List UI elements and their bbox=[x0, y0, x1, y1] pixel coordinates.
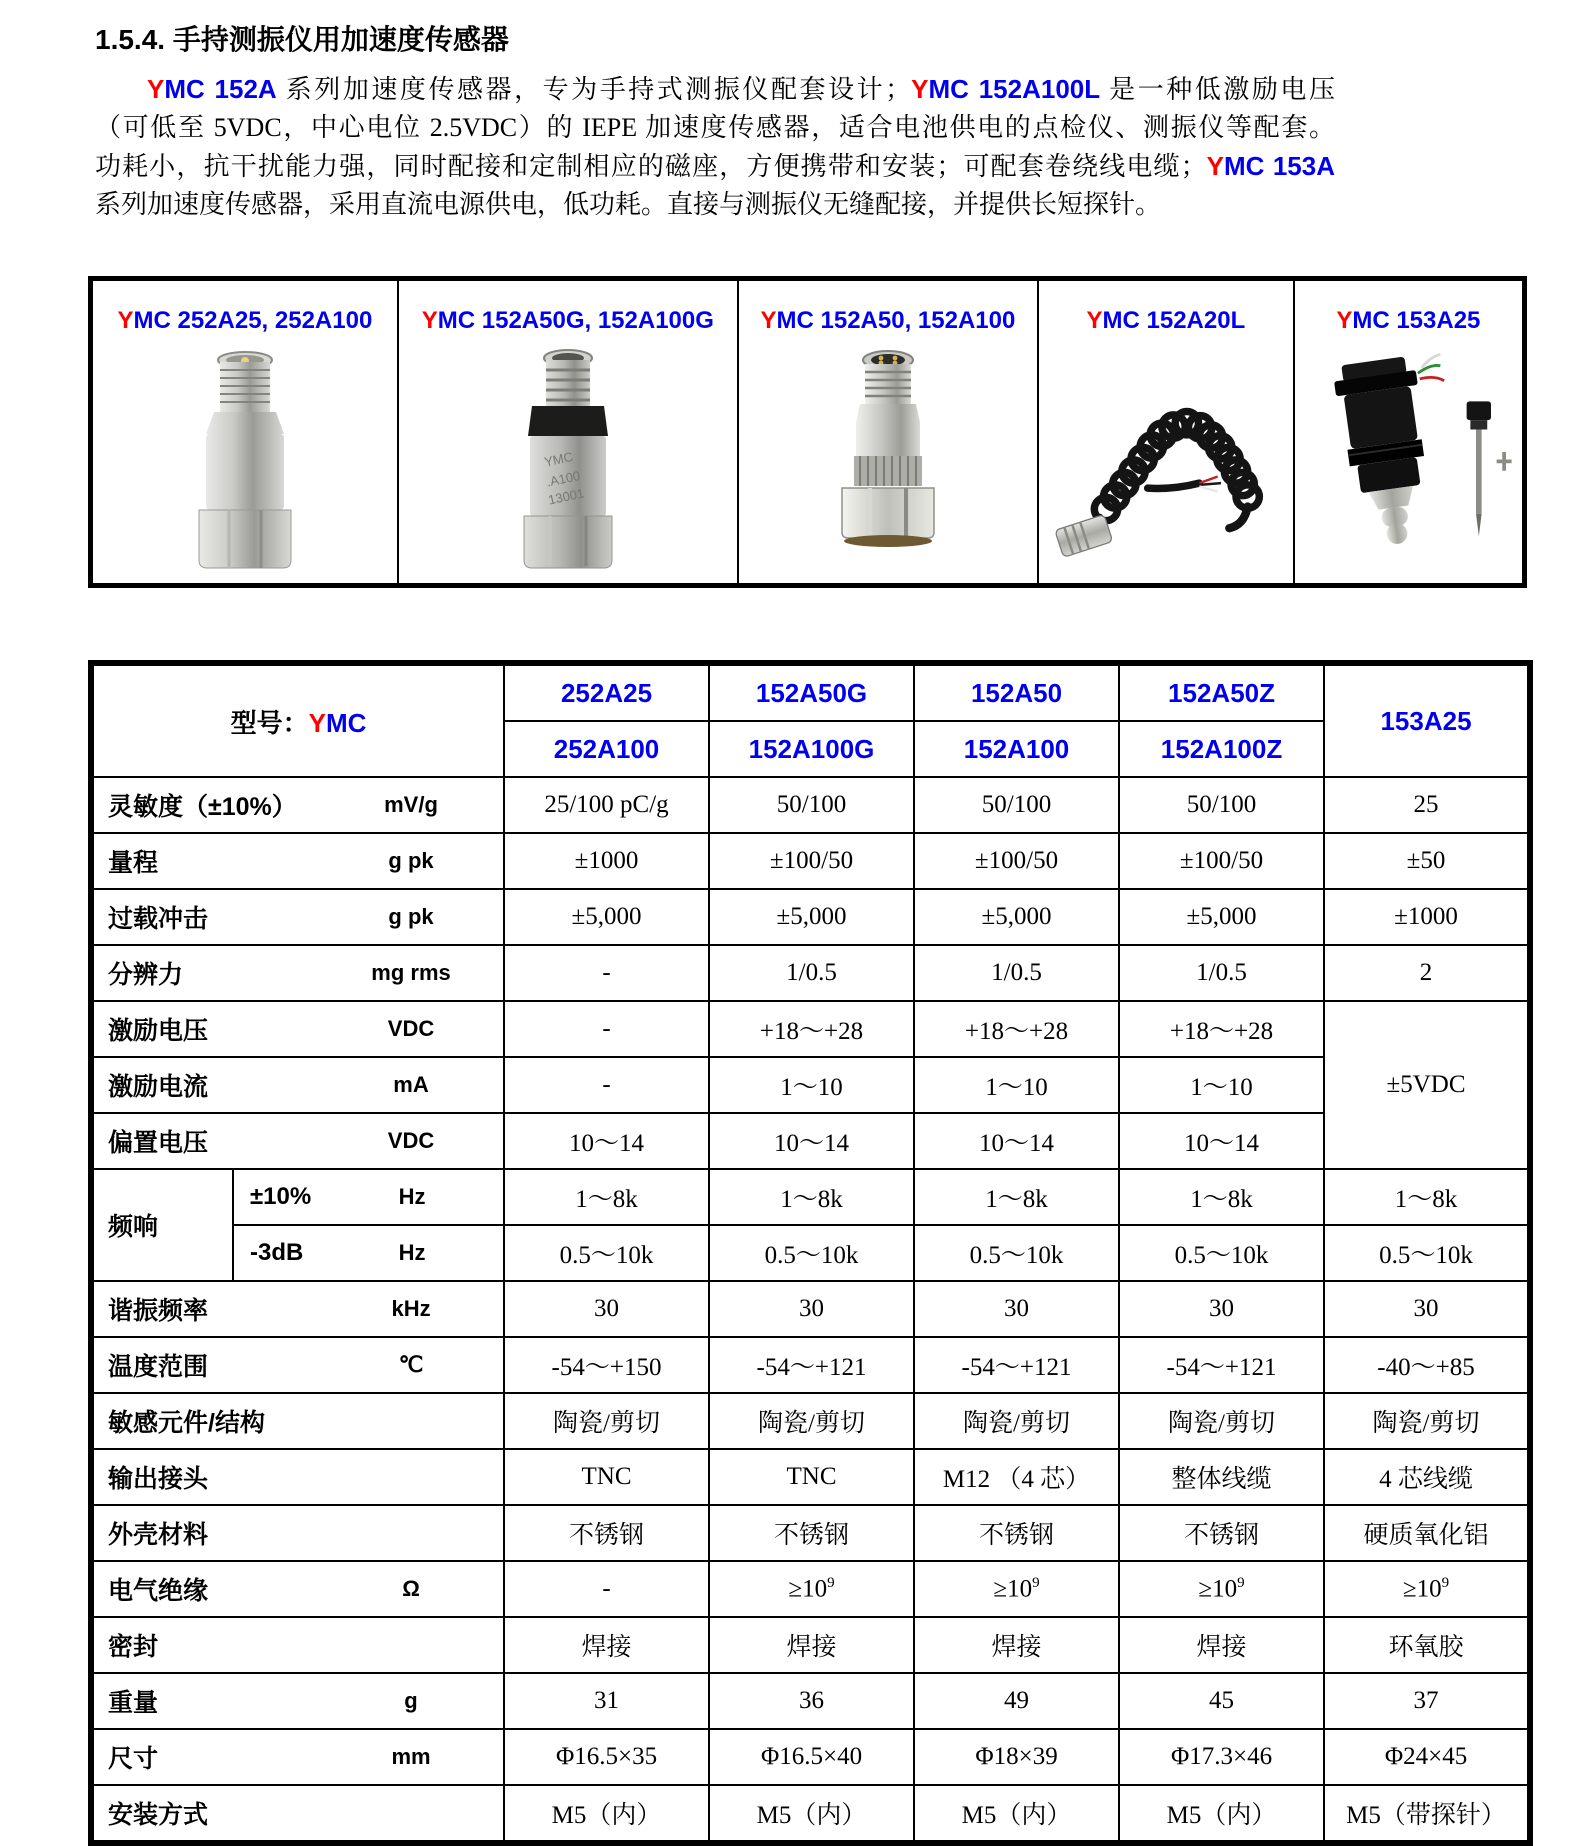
column-header-cell: 152A100 bbox=[914, 721, 1119, 777]
brand-text bbox=[309, 708, 367, 738]
row-label: 偏置电压 bbox=[108, 1129, 209, 1157]
row-unit: g bbox=[404, 1688, 418, 1713]
steel-sensor-tnc-image bbox=[93, 335, 397, 583]
spec-value-cell: 1～8k bbox=[1324, 1169, 1530, 1225]
product-cell bbox=[739, 281, 1039, 583]
spec-row bbox=[91, 945, 1530, 1001]
product-label bbox=[422, 307, 714, 335]
spec-value-cell: 30 bbox=[914, 1281, 1119, 1337]
row-sublabel-wrap bbox=[234, 1239, 503, 1267]
spec-value-cell: 不锈钢 bbox=[504, 1505, 709, 1561]
intro-line bbox=[95, 186, 1335, 224]
spec-value-cell: 30 bbox=[709, 1281, 914, 1337]
spec-value-cell: 陶瓷/剪切 bbox=[504, 1393, 709, 1449]
spec-value-cell: 4 芯线缆 bbox=[1324, 1449, 1530, 1505]
spec-row bbox=[91, 1617, 1530, 1673]
row-label-wrap bbox=[94, 899, 503, 935]
spec-value-cell: 陶瓷/剪切 bbox=[1324, 1393, 1530, 1449]
row-label-cell bbox=[91, 889, 504, 945]
brand-model-text: MC 152A20L bbox=[1102, 307, 1246, 334]
svg-text:.A100: .A100 bbox=[544, 467, 582, 490]
spec-value-cell: Φ18×39 bbox=[914, 1729, 1119, 1785]
row-unit: mg rms bbox=[371, 960, 451, 985]
spec-value-cell: ±5,000 bbox=[709, 889, 914, 945]
row-unit: mA bbox=[393, 1072, 429, 1097]
product-label bbox=[1086, 307, 1245, 335]
row-unit: kHz bbox=[391, 1296, 431, 1321]
intro-line bbox=[95, 70, 1335, 109]
row-label-wrap bbox=[94, 1123, 503, 1159]
spec-row bbox=[91, 889, 1530, 945]
spec-value-cell: $\ge 10^9$ bbox=[709, 1561, 914, 1617]
brand-model-text: MC 153A25 bbox=[1352, 307, 1481, 334]
spec-row bbox=[91, 1505, 1530, 1561]
spec-value-cell: 1/0.5 bbox=[709, 945, 914, 1001]
intro-text: 功耗小，抗干扰能力强，同时配接和定制相应的磁座，方便携带和安装；可配套卷绕线电缆； bbox=[95, 152, 1207, 181]
row-label: 谐振频率 bbox=[108, 1297, 209, 1325]
spec-row bbox=[91, 1225, 1530, 1281]
row-sublabel-wrap bbox=[234, 1183, 503, 1211]
row-group-cell: 频响 bbox=[91, 1169, 233, 1281]
column-header-cell: 252A25 bbox=[504, 663, 709, 721]
spec-value-cell: 37 bbox=[1324, 1673, 1530, 1729]
row-label: 重量 bbox=[108, 1689, 159, 1717]
product-cell bbox=[93, 281, 399, 583]
row-label-wrap bbox=[94, 843, 503, 879]
steel-sensor-pin-connector-image bbox=[739, 335, 1037, 583]
spec-value-cell: 1/0.5 bbox=[1119, 945, 1324, 1001]
spec-value-cell: ±5,000 bbox=[1119, 889, 1324, 945]
spec-value-cell: 10～14 bbox=[504, 1113, 709, 1169]
spec-value-cell: 1～10 bbox=[1119, 1057, 1324, 1113]
brand-letter-y: Y bbox=[147, 74, 165, 104]
spec-value-cell: 1～8k bbox=[914, 1169, 1119, 1225]
spec-value-cell: - bbox=[504, 1001, 709, 1057]
row-label: 密封 bbox=[108, 1633, 159, 1661]
spec-value-cell: 1～8k bbox=[1119, 1169, 1324, 1225]
spec-value-cell: 50/100 bbox=[709, 777, 914, 833]
spec-value-cell: 整体线缆 bbox=[1119, 1449, 1324, 1505]
svg-text:YMC: YMC bbox=[542, 448, 575, 470]
row-sublabel-cell bbox=[233, 1225, 504, 1281]
spec-row bbox=[91, 1337, 1530, 1393]
row-label-wrap bbox=[94, 1515, 503, 1551]
spec-value-cell: Φ16.5×40 bbox=[709, 1729, 914, 1785]
row-label: 激励电流 bbox=[108, 1073, 209, 1101]
row-label: 激励电压 bbox=[108, 1017, 209, 1045]
row-label: 过载冲击 bbox=[108, 905, 209, 933]
row-unit: VDC bbox=[387, 1128, 435, 1153]
brand-letter-y: Y bbox=[117, 307, 134, 334]
row-label-cell bbox=[91, 1337, 504, 1393]
product-cell bbox=[399, 281, 739, 583]
row-label: 温度范围 bbox=[108, 1353, 209, 1381]
row-label-wrap bbox=[94, 1571, 503, 1607]
row-label-cell bbox=[91, 1057, 504, 1113]
row-unit: g pk bbox=[388, 904, 434, 929]
row-sublabel-cell bbox=[233, 1169, 504, 1225]
spec-value-cell-merged: ±5VDC bbox=[1324, 1001, 1530, 1169]
spec-value-cell: ±5,000 bbox=[504, 889, 709, 945]
row-label: 尺寸 bbox=[108, 1745, 159, 1773]
row-label-cell bbox=[91, 1001, 504, 1057]
spec-row bbox=[91, 777, 1530, 833]
row-label-cell bbox=[91, 1561, 504, 1617]
product-label bbox=[117, 307, 372, 335]
spec-value-cell: 1～8k bbox=[504, 1169, 709, 1225]
spec-value-cell: 0.5～10k bbox=[504, 1225, 709, 1281]
row-label: 灵敏度（±10%） bbox=[108, 793, 297, 821]
row-label-wrap bbox=[94, 1067, 503, 1103]
spec-value-cell: +18～+28 bbox=[1119, 1001, 1324, 1057]
row-label-cell bbox=[91, 1617, 504, 1673]
spec-value-cell: 陶瓷/剪切 bbox=[1119, 1393, 1324, 1449]
spec-value-cell: TNC bbox=[504, 1449, 709, 1505]
spec-value-cell: 焊接 bbox=[504, 1617, 709, 1673]
spec-value-cell: M5（内） bbox=[504, 1785, 709, 1843]
row-label-cell bbox=[91, 945, 504, 1001]
spec-value-cell: 30 bbox=[1119, 1281, 1324, 1337]
spec-value-cell: 10～14 bbox=[1119, 1113, 1324, 1169]
spec-value-cell: M5（内） bbox=[1119, 1785, 1324, 1843]
column-header-cell: 152A50 bbox=[914, 663, 1119, 721]
spec-value-cell: 25 bbox=[1324, 777, 1530, 833]
spec-value-cell: M5（带探针） bbox=[1324, 1785, 1530, 1843]
spec-value-cell: ±100/50 bbox=[1119, 833, 1324, 889]
row-unit: mm bbox=[391, 1744, 431, 1769]
row-label-wrap bbox=[94, 1739, 503, 1775]
spec-value-cell: -54～+121 bbox=[709, 1337, 914, 1393]
spec-value-cell: - bbox=[504, 1057, 709, 1113]
spec-value-cell: ±100/50 bbox=[914, 833, 1119, 889]
spec-value-cell: 10～14 bbox=[914, 1113, 1119, 1169]
row-label-cell bbox=[91, 777, 504, 833]
brand-letter-y: Y bbox=[308, 707, 326, 738]
row-label-cell bbox=[91, 1673, 504, 1729]
row-label: 敏感元件/结构 bbox=[108, 1409, 265, 1437]
brand-model-text: MC 152A bbox=[164, 74, 277, 104]
row-label-wrap bbox=[94, 955, 503, 991]
brand-model-text: MC 153A bbox=[1224, 151, 1335, 181]
spec-value-cell: 49 bbox=[914, 1673, 1119, 1729]
spec-value-cell: -54～+150 bbox=[504, 1337, 709, 1393]
spec-value-cell: 30 bbox=[504, 1281, 709, 1337]
brand-letter-y: Y bbox=[911, 74, 929, 104]
brand-letter-y: Y bbox=[1336, 307, 1353, 334]
spec-value-cell: 陶瓷/剪切 bbox=[914, 1393, 1119, 1449]
spec-value-cell: 2 bbox=[1324, 945, 1530, 1001]
spec-value-cell: 50/100 bbox=[1119, 777, 1324, 833]
row-label-wrap bbox=[94, 1627, 503, 1663]
spec-header-row bbox=[91, 663, 1530, 721]
row-label-cell bbox=[91, 1449, 504, 1505]
spec-value-cell: 1～10 bbox=[914, 1057, 1119, 1113]
spec-value-cell: - bbox=[504, 1561, 709, 1617]
product-label bbox=[1336, 307, 1480, 335]
spec-value-cell: -54～+121 bbox=[914, 1337, 1119, 1393]
spec-value-cell: - bbox=[504, 945, 709, 1001]
spec-row bbox=[91, 1785, 1530, 1843]
spec-value-cell: 36 bbox=[709, 1673, 914, 1729]
column-header-cell: 152A50Z bbox=[1119, 663, 1324, 721]
brand-letter-y: Y bbox=[760, 307, 777, 334]
row-unit: VDC bbox=[387, 1016, 435, 1041]
model-header-cell bbox=[91, 663, 504, 777]
spec-value-cell: 不锈钢 bbox=[709, 1505, 914, 1561]
column-header-cell: 252A100 bbox=[504, 721, 709, 777]
column-header-cell: 152A100G bbox=[709, 721, 914, 777]
spec-value-cell: 1～10 bbox=[709, 1057, 914, 1113]
black-sensor-with-probe-image bbox=[1295, 335, 1522, 583]
spec-value-cell: 不锈钢 bbox=[1119, 1505, 1324, 1561]
row-label-wrap bbox=[94, 787, 503, 823]
row-label-cell bbox=[91, 833, 504, 889]
row-label-wrap bbox=[94, 1347, 503, 1383]
spec-value-cell: 0.5～10k bbox=[1119, 1225, 1324, 1281]
spec-row bbox=[91, 1057, 1530, 1113]
spec-value-cell: ±1000 bbox=[504, 833, 709, 889]
spec-value-cell: -54～+121 bbox=[1119, 1337, 1324, 1393]
spec-value-cell: 陶瓷/剪切 bbox=[709, 1393, 914, 1449]
row-label-cell bbox=[91, 1281, 504, 1337]
spec-value-cell: 硬质氧化铝 bbox=[1324, 1505, 1530, 1561]
spec-value-cell: 焊接 bbox=[709, 1617, 914, 1673]
row-unit: Hz bbox=[398, 1184, 426, 1209]
spec-value-cell: M5（内） bbox=[914, 1785, 1119, 1843]
column-header-cell: 153A25 bbox=[1324, 663, 1530, 777]
row-label-cell bbox=[91, 1113, 504, 1169]
row-unit: ℃ bbox=[398, 1352, 424, 1377]
row-label-cell bbox=[91, 1393, 504, 1449]
row-label-wrap bbox=[94, 1291, 503, 1327]
brand-model-text: MC 152A100L bbox=[928, 74, 1101, 104]
spec-value-cell: -40～+85 bbox=[1324, 1337, 1530, 1393]
intro-line bbox=[95, 109, 1335, 147]
spec-value-cell: 31 bbox=[504, 1673, 709, 1729]
row-label: 电气绝缘 bbox=[108, 1577, 209, 1605]
spec-value-cell: TNC bbox=[709, 1449, 914, 1505]
row-label-wrap bbox=[94, 1459, 503, 1495]
spec-row bbox=[91, 1449, 1530, 1505]
spec-row bbox=[91, 1281, 1530, 1337]
brand-model-text: MC bbox=[325, 707, 367, 738]
row-label: 安装方式 bbox=[108, 1801, 209, 1829]
spec-value-cell: ±5,000 bbox=[914, 889, 1119, 945]
spec-value-cell: ±1000 bbox=[1324, 889, 1530, 945]
row-label-cell bbox=[91, 1785, 504, 1843]
row-label: 外壳材料 bbox=[108, 1521, 209, 1549]
intro-line bbox=[95, 147, 1335, 186]
row-label-wrap bbox=[94, 1403, 503, 1439]
spec-row bbox=[91, 1729, 1530, 1785]
brand-text bbox=[911, 74, 1100, 104]
product-cell bbox=[1295, 281, 1522, 583]
row-unit: mV/g bbox=[384, 792, 438, 817]
product-cell bbox=[1039, 281, 1295, 583]
column-header-cell: 152A100Z bbox=[1119, 721, 1324, 777]
spec-value-cell: Φ16.5×35 bbox=[504, 1729, 709, 1785]
spec-value-cell: 10～14 bbox=[709, 1113, 914, 1169]
spec-value-cell: 环氧胶 bbox=[1324, 1617, 1530, 1673]
spec-row bbox=[91, 1561, 1530, 1617]
spec-row bbox=[91, 1393, 1530, 1449]
intro-text: （可低至 5VDC，中心电位 2.5VDC）的 IEPE 加速度传感器，适合电池供电的点检仪、测振仪等配套。 bbox=[95, 113, 1335, 142]
intro-paragraph bbox=[95, 70, 1335, 224]
spec-row bbox=[91, 1673, 1530, 1729]
spec-value-cell: 0.5～10k bbox=[1324, 1225, 1530, 1281]
spec-value-cell: 30 bbox=[1324, 1281, 1530, 1337]
row-unit: Hz bbox=[398, 1240, 426, 1265]
spec-value-cell: M12 （4 芯） bbox=[914, 1449, 1119, 1505]
brand-text bbox=[147, 74, 277, 104]
spec-value-cell: Φ17.3×46 bbox=[1119, 1729, 1324, 1785]
spec-value-cell: 45 bbox=[1119, 1673, 1324, 1729]
spec-value-cell: $\ge 10^9$ bbox=[914, 1561, 1119, 1617]
spec-value-cell: $\ge 10^9$ bbox=[1119, 1561, 1324, 1617]
column-header-cell: 152A50G bbox=[709, 663, 914, 721]
intro-text: 是一种低激励电压 bbox=[1100, 75, 1335, 104]
spec-value-cell: 50/100 bbox=[914, 777, 1119, 833]
spec-row bbox=[91, 1001, 1530, 1057]
row-label: 分辨力 bbox=[108, 961, 184, 989]
row-sublabel: -3dB bbox=[250, 1239, 304, 1266]
spec-value-cell: +18～+28 bbox=[914, 1001, 1119, 1057]
svg-text:13001: 13001 bbox=[546, 484, 586, 508]
steel-sensor-black-band-image bbox=[399, 335, 737, 583]
product-label bbox=[761, 307, 1016, 335]
product-gallery bbox=[88, 276, 1527, 588]
spec-value-cell: ±100/50 bbox=[709, 833, 914, 889]
row-label-wrap bbox=[94, 1795, 503, 1831]
spec-value-cell: 25/100 pC/g bbox=[504, 777, 709, 833]
intro-text: 系列加速度传感器，采用直流电源供电，低功耗。直接与测振仪无缝配接，并提供长短探针。 bbox=[95, 190, 1162, 219]
spec-value-cell: 0.5～10k bbox=[709, 1225, 914, 1281]
brand-model-text: MC 152A50G, 152A100G bbox=[437, 307, 714, 334]
spec-value-cell: ±50 bbox=[1324, 833, 1530, 889]
spec-table bbox=[88, 660, 1533, 1846]
spec-row bbox=[91, 1113, 1530, 1169]
brand-letter-y: Y bbox=[1086, 307, 1103, 334]
row-unit: Ω bbox=[402, 1576, 420, 1601]
section-heading: 1.5.4. 手持测振仪用加速度传感器 bbox=[95, 24, 509, 55]
row-label: 输出接头 bbox=[108, 1465, 209, 1493]
spec-value-cell: 焊接 bbox=[1119, 1617, 1324, 1673]
spec-value-cell: M5（内） bbox=[709, 1785, 914, 1843]
brand-letter-y: Y bbox=[1206, 151, 1225, 181]
spec-value-cell: 不锈钢 bbox=[914, 1505, 1119, 1561]
spec-value-cell: 0.5～10k bbox=[914, 1225, 1119, 1281]
spec-value-cell: 1～8k bbox=[709, 1169, 914, 1225]
model-label: 型号： bbox=[230, 707, 309, 738]
brand-text bbox=[1207, 151, 1335, 181]
row-label-wrap bbox=[94, 1011, 503, 1047]
row-label: 量程 bbox=[108, 849, 159, 877]
intro-text: 系列加速度传感器，专为手持式测振仪配套设计； bbox=[276, 75, 912, 104]
spec-value-cell: 焊接 bbox=[914, 1617, 1119, 1673]
row-label-cell bbox=[91, 1729, 504, 1785]
coiled-cable-image bbox=[1039, 335, 1293, 583]
row-unit: g pk bbox=[388, 848, 434, 873]
brand-letter-y: Y bbox=[421, 307, 438, 334]
brand-model-text: MC 252A25, 252A100 bbox=[133, 307, 373, 334]
spec-row bbox=[91, 833, 1530, 889]
row-sublabel: ±10% bbox=[250, 1183, 312, 1210]
spec-row bbox=[91, 1169, 1530, 1225]
spec-value-cell: 1/0.5 bbox=[914, 945, 1119, 1001]
spec-value-cell: $\ge 10^9$ bbox=[1324, 1561, 1530, 1617]
spec-value-cell: Φ24×45 bbox=[1324, 1729, 1530, 1785]
spec-value-cell: +18～+28 bbox=[709, 1001, 914, 1057]
row-label-cell bbox=[91, 1505, 504, 1561]
brand-model-text: MC 152A50, 152A100 bbox=[776, 307, 1016, 334]
row-label-wrap bbox=[94, 1683, 503, 1719]
